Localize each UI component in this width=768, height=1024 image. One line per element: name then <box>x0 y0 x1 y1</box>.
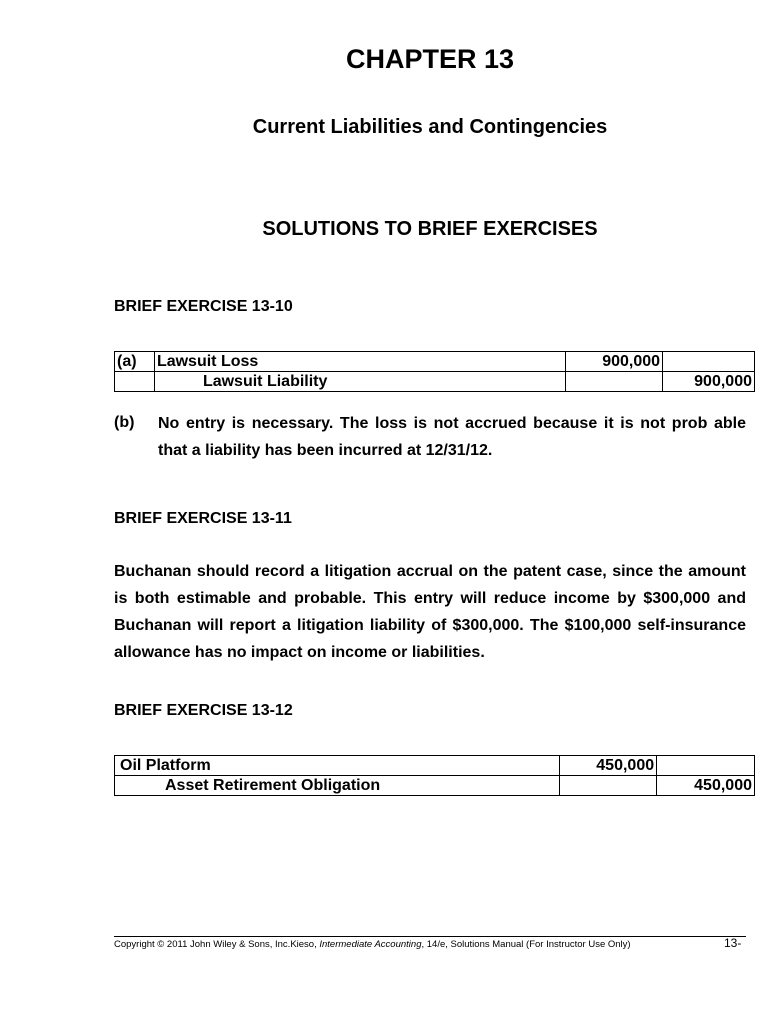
part-b-label: (b) <box>114 414 135 431</box>
chapter-title: CHAPTER 13 <box>345 44 515 74</box>
section-title: SOLUTIONS TO BRIEF EXERCISES <box>262 218 598 240</box>
table-row <box>115 756 755 776</box>
table-row <box>115 352 755 372</box>
footer-copyright <box>114 939 631 950</box>
footer-divider <box>114 936 746 937</box>
debit-amount <box>560 776 657 796</box>
credit-amount <box>657 756 755 776</box>
debit-amount: 450,000 <box>560 756 657 776</box>
copyright-suffix: , 14/e, Solutions Manual (For Instructor Use Only) <box>421 939 631 950</box>
be-13-11-heading: BRIEF EXERCISE 13-11 <box>114 510 292 527</box>
be-13-11-paragraph: Buchanan should record a litigation accrual on the patent case, since the amount is both estimable and probable. This entry will reduce income by $300,000 and Buchanan will report a litigation liability of $300,000. The $100,000 self-insurance allowance has no impact on income or liabilities. <box>114 563 746 661</box>
table-row <box>115 776 755 796</box>
book-title: Intermediate Accounting <box>319 939 422 950</box>
entry-label <box>115 372 155 392</box>
be-13-10-journal-table <box>114 351 755 392</box>
debit-amount <box>566 372 663 392</box>
be-13-12-journal-table <box>114 755 755 796</box>
credit-amount <box>663 352 755 372</box>
part-b-text: No entry is necessary. The loss is not accrued because it is not prob able that a liability has been incurred at 12/31/12. <box>158 415 746 459</box>
page-number: 13- <box>724 936 742 950</box>
credit-amount: 900,000 <box>663 372 755 392</box>
be-13-10-heading: BRIEF EXERCISE 13-10 <box>114 298 293 315</box>
credit-amount: 450,000 <box>657 776 755 796</box>
account-name: Oil Platform <box>115 756 560 776</box>
copyright-prefix: Copyright © 2011 John Wiley & Sons, Inc.Kieso, <box>114 939 320 950</box>
account-name: Asset Retirement Obligation <box>115 776 560 796</box>
table-row <box>115 372 755 392</box>
account-name: Lawsuit Liability <box>154 372 565 392</box>
chapter-subtitle: Current Liabilities and Contingencies <box>252 116 608 138</box>
debit-amount: 900,000 <box>566 352 663 372</box>
be-13-12-heading: BRIEF EXERCISE 13-12 <box>114 702 293 719</box>
entry-label: (a) <box>115 352 155 372</box>
account-name: Lawsuit Loss <box>154 352 565 372</box>
